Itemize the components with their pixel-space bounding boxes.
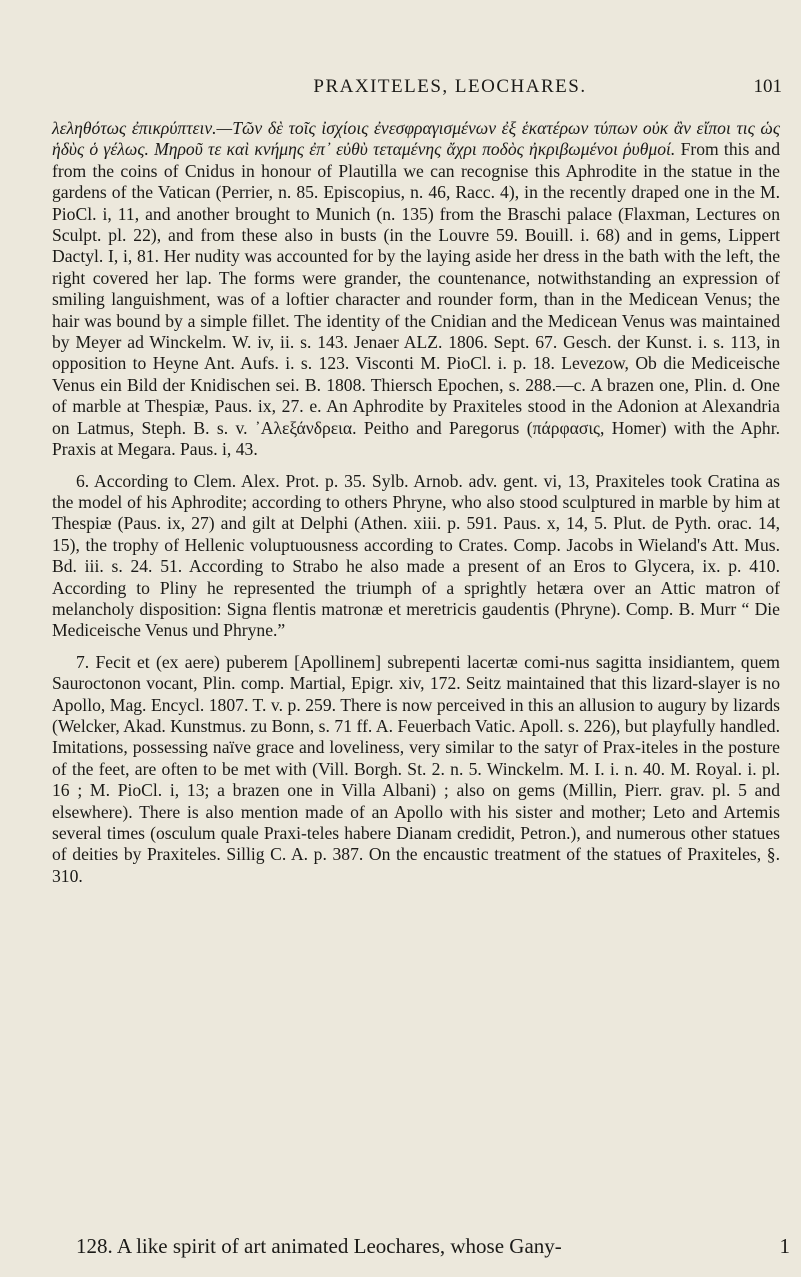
paragraph-aphrodite-cnidus (52, 118, 780, 461)
section-text: A like spirit of art animated Leochares, whose Gany- (116, 1234, 562, 1258)
page-number: 101 (753, 76, 782, 97)
section-number: 128. (76, 1234, 113, 1258)
body-text (52, 118, 780, 887)
paragraph-sauroctonos: 7. Fecit et (ex aere) puberem [Apollinem] subrepenti lacertæ comi-nus sagitta insidiantem, quem Sauroctonon vocant, Plin. comp. Martial, Epigr. xiv, 172. Seitz maintained that this lizard-slayer is no Apollo, Mag. Encycl. 1807. T. v. p. 259. There is now perceived in this an allusion to augury by lizards (Welcker, Akad. Kunstmus. zu Bonn, s. 71 ff. A. Feuerbach Vatic. Apoll. s. 226), but playfully handled. Imitations, possessing naïve grace and loveliness, very similar to the satyr of Prax-iteles in the posture of the feet, are often to be met with (Vill. Borgh. St. 2. n. 5. Winckelm. M. I. i. n. 40. M. Royal. i. pl. 16 ; M. PioCl. i, 13; a brazen one in Villa Albani) ; also on gems (Millin, Pierr. grav. pl. 5 and elsewhere). There is also mention made of an Apollo with his sister and mother; Leto and Artemis several times (osculum quale Praxi-teles habere Dianam credidit, Petron.), and numerous other statues of deities by Praxiteles. Sillig C. A. p. 387. On the encaustic treatment of the statues of Praxiteles, §. 310. (52, 651, 780, 886)
next-section-line (52, 1234, 790, 1258)
paragraph-phryne: 6. According to Clem. Alex. Prot. p. 35. Sylb. Arnob. adv. gent. vi, 13, Praxiteles took Cratina as the model of his Aphrodite; according to others Phryne, who also stood sculptured in marble by him at Thespiæ (Paus. ix, 27) and gilt at Delphi (Athen. xiii. p. 591. Paus. x, 14, 5. Plut. de Pyth. orac. 14, 15), the trophy of Hellenic voluptuousness according to Crates. Comp. Jacobs in Wieland's Att. Mus. Bd. iii. s. 24. 51. According to Strabo he also made a present of an Eros to Glycera, ix. p. 410. According to Pliny he represented the triumph of a sprightly hetæra over an Attic matron of melancholy disposition: Signa flentis matronæ et meretricis gaudentis (Phryne). Comp. B. Murr “ Die Mediceische Venus und Phryne.” (52, 470, 780, 641)
running-head (50, 72, 790, 102)
paragraph-text: From this and from the coins of Cnidus in honour of Plautilla we can recognise this Aphrodite in the statue in the gardens of the Vatican (Perrier, n. 85. Episcopius, n. 46, Racc. 4), in the recently draped one in the M. PioCl. i, 11, and another brought to Munich (n. 135) from the Braschi palace (Flaxman, Lectures on Sculpt. pl. 22), and from these also in busts (in the Louvre 59. Bouill. i. 68) and in gems, Lippert Dactyl. I, i, 81. Her nudity was accounted for by the laying aside her dress in the bath with the left, the right covered her lap. The forms were grander, the countenance, notwithstanding an expression of smiling languishment, was of a loftier character and rounder form, than in the Medicean Venus; the hair was bound by a simple fillet. The identity of the Cnidian and the Medicean Venus was maintained by Meyer ad Winckelm. W. iv, ii. s. 143. Jenaer ALZ. 1806. Sept. 67. Gesch. der Kunst. i. s. 113, in opposition to Heyne Ant. Aufs. i. s. 123. Visconti M. PioCl. i. p. 18. Levezow, Ob die Mediceische Venus ein Bild der Knidischen sei. B. 1808. Thiersch Epochen, s. 288.—c. A brazen one, Plin. d. One of marble at Thespiæ, Paus. ix, 27. e. An Aphrodite by Praxiteles stood in the Adonion at Alexandria on Latmus, Steph. B. s. v. ᾿Αλεξάνδρεια. Peitho and Paregorus (πάρφασις, Homer) with the Aphr. Praxis at Megara. Paus. i, 43. (52, 139, 780, 460)
greek-quotation: λεληθότως ἐπικρύπτειν.—Τῶν δὲ τοῖς ἰσχίοις ἐνεσφραγισμένων ἐξ ἑκατέρων τύπων οὐκ ἂν εἴποι τις ὡς ἡδὺς ὁ γέλως. Μηροῦ τε καὶ κνήμης ἐπ᾽ εὐθὺ τεταμένης ἄχρι ποδὸς ἠκριβωμένοι ῥυθμοί. (52, 118, 780, 160)
page-edge-mark: 1 (779, 1234, 790, 1258)
running-title: PRAXITELES, LEOCHARES. (313, 76, 587, 97)
